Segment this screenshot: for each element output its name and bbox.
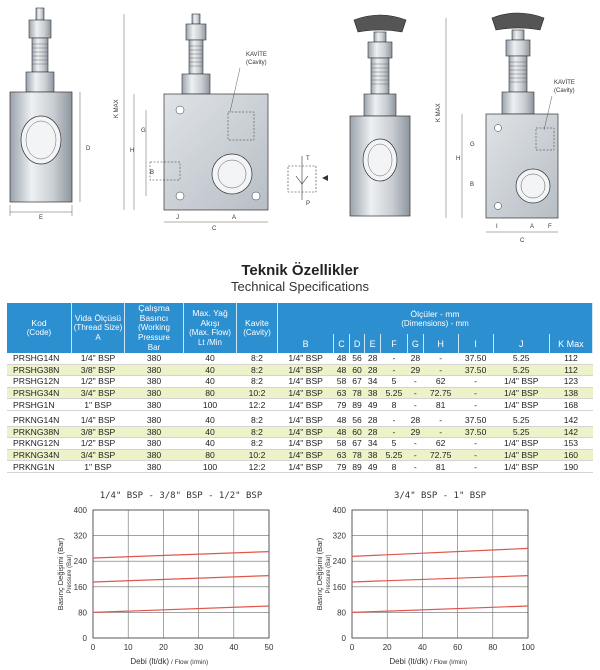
header-dimensions: Ölçüler - mm (Dimensions) - mm bbox=[278, 303, 593, 334]
y-tick-label: 0 bbox=[82, 634, 87, 643]
table-cell: - bbox=[458, 387, 493, 399]
table-cell: PRSHG1N bbox=[7, 399, 72, 411]
series-line bbox=[93, 552, 269, 558]
table-cell: 5.25 bbox=[380, 449, 407, 461]
table-cell: 112 bbox=[549, 364, 592, 376]
table-cell: 28 bbox=[408, 415, 424, 426]
table-row bbox=[7, 415, 593, 426]
dim-f-label: F bbox=[548, 224, 552, 230]
x-tick-label: 40 bbox=[229, 643, 239, 652]
table-cell: PRKNG34N bbox=[7, 449, 72, 461]
table-cell: 40 bbox=[184, 438, 237, 450]
table-cell: 56 bbox=[349, 415, 365, 426]
table-cell: 1/4" BSP bbox=[278, 426, 334, 438]
table-cell: 58 bbox=[334, 438, 350, 450]
table-cell: 48 bbox=[334, 364, 350, 376]
x-tick-label: 30 bbox=[194, 643, 204, 652]
y-tick-label: 160 bbox=[73, 582, 87, 592]
table-cell: 89 bbox=[349, 461, 365, 473]
table-cell: 380 bbox=[125, 438, 184, 450]
port-p-label: P bbox=[306, 201, 311, 207]
table-cell: 37.50 bbox=[458, 426, 493, 438]
table-cell: PRKNG38N bbox=[7, 426, 72, 438]
series-line bbox=[93, 606, 269, 612]
table-cell: 34 bbox=[365, 438, 381, 450]
table-cell: 29 bbox=[408, 426, 424, 438]
table-cell: 40 bbox=[184, 376, 237, 388]
table-cell: 1/4" BSP bbox=[278, 399, 334, 411]
x-axis-label-en: / Flow (l/min) bbox=[171, 659, 209, 666]
y-tick-label: 320 bbox=[73, 531, 87, 541]
dim-c-label: C bbox=[212, 226, 217, 232]
y-tick-label: 400 bbox=[73, 506, 87, 515]
plot-frame bbox=[93, 510, 269, 638]
table-cell: 28 bbox=[365, 364, 381, 376]
table-cell: - bbox=[380, 426, 407, 438]
table-row bbox=[7, 461, 593, 473]
table-cell: 142 bbox=[549, 426, 592, 438]
table-cell: 8 bbox=[380, 461, 407, 473]
section-title bbox=[0, 262, 600, 294]
y-tick-label: 0 bbox=[341, 634, 346, 643]
y-axis-label: Basınç Değişimi (Bar) bbox=[315, 537, 324, 611]
table-cell: 1/4" BSP bbox=[493, 461, 549, 473]
table-cell: 37.50 bbox=[458, 353, 493, 364]
table-cell: - bbox=[458, 438, 493, 450]
dim-k-label-2: K MAX bbox=[436, 103, 442, 122]
header-thread: Vida Ölçüsü (Thread Size) A bbox=[72, 303, 125, 353]
table-cell: PRKNG1N bbox=[7, 461, 72, 473]
table-row bbox=[7, 399, 593, 411]
header-dim: D bbox=[349, 334, 365, 353]
table-cell: 1" BSP bbox=[72, 399, 125, 411]
table-cell: 380 bbox=[125, 353, 184, 364]
table-cell: PRSHG38N bbox=[7, 364, 72, 376]
y-tick-label: 160 bbox=[332, 582, 346, 592]
pressure-flow-charts bbox=[0, 478, 600, 670]
table-cell: 5 bbox=[380, 376, 407, 388]
side-view-drawing-2 bbox=[350, 15, 410, 216]
table-cell: 3/4" BSP bbox=[72, 449, 125, 461]
table-cell: 38 bbox=[365, 387, 381, 399]
header-dim: C bbox=[334, 334, 350, 353]
x-axis-label: Debi (lt/dk) bbox=[130, 657, 169, 666]
table-cell: 29 bbox=[408, 364, 424, 376]
table-cell: 1/4" BSP bbox=[493, 387, 549, 399]
table-cell: 67 bbox=[349, 438, 365, 450]
dim-b-label-2: B bbox=[470, 182, 475, 188]
table-cell: 40 bbox=[184, 415, 237, 426]
table-cell: 48 bbox=[334, 415, 350, 426]
table-cell: 62 bbox=[423, 438, 458, 450]
hydraulic-symbol bbox=[288, 156, 328, 207]
x-axis-label: Debi (lt/dk) bbox=[389, 657, 428, 666]
table-cell: 3/4" BSP bbox=[72, 387, 125, 399]
table-cell: 1/4" BSP bbox=[278, 387, 334, 399]
header-dim: J bbox=[493, 334, 549, 353]
table-cell: 100 bbox=[184, 461, 237, 473]
x-tick-label: 100 bbox=[521, 643, 535, 652]
table-cell: 380 bbox=[125, 461, 184, 473]
table-cell: - bbox=[408, 387, 424, 399]
dim-c-label-2: C bbox=[520, 238, 525, 244]
dim-b-label: B bbox=[150, 170, 155, 176]
chart-title: 1/4" BSP - 3/8" BSP - 1/2" BSP bbox=[99, 491, 263, 501]
dim-h-label: H bbox=[130, 148, 135, 154]
dim-g-label-2: G bbox=[470, 142, 475, 148]
table-cell: 72.75 bbox=[423, 449, 458, 461]
table-cell: 380 bbox=[125, 426, 184, 438]
table-cell: 40 bbox=[184, 364, 237, 376]
table-row bbox=[7, 387, 593, 399]
table-cell: 142 bbox=[549, 415, 592, 426]
table-cell: 8:2 bbox=[237, 364, 278, 376]
table-cell: 380 bbox=[125, 415, 184, 426]
table-cell: - bbox=[458, 461, 493, 473]
table-cell: 1/4" BSP bbox=[72, 353, 125, 364]
table-cell: 8:2 bbox=[237, 426, 278, 438]
cavity-label-2-en: (Cavity) bbox=[554, 88, 575, 94]
header-dim: H bbox=[423, 334, 458, 353]
table-cell: 48 bbox=[334, 426, 350, 438]
y-tick-label: 400 bbox=[332, 506, 346, 515]
y-axis-label-en: Pressure (Bar) bbox=[67, 554, 73, 594]
table-cell: PRSHG34N bbox=[7, 387, 72, 399]
dim-a-label: A bbox=[232, 215, 237, 221]
table-cell: 1/4" BSP bbox=[72, 415, 125, 426]
x-axis-label-en: / Flow (l/min) bbox=[430, 659, 468, 666]
table-cell: 5.25 bbox=[493, 353, 549, 364]
table-cell: 1/2" BSP bbox=[72, 438, 125, 450]
table-cell: 81 bbox=[423, 461, 458, 473]
header-dim: K Max bbox=[549, 334, 592, 353]
dim-i-label: I bbox=[496, 224, 498, 230]
table-row bbox=[7, 426, 593, 438]
table-cell: 168 bbox=[549, 399, 592, 411]
technical-drawings bbox=[0, 0, 600, 255]
side-view-drawing-1 bbox=[10, 8, 91, 221]
header-cavity: Kavite (Cavity) bbox=[237, 303, 278, 353]
table-cell: 12:2 bbox=[237, 461, 278, 473]
x-tick-label: 40 bbox=[417, 643, 427, 652]
table-cell: 8:2 bbox=[237, 438, 278, 450]
table-cell: 34 bbox=[365, 376, 381, 388]
header-dim: B bbox=[278, 334, 334, 353]
table-cell: 1" BSP bbox=[72, 461, 125, 473]
table-row bbox=[7, 353, 593, 364]
table-cell: 3/8" BSP bbox=[72, 364, 125, 376]
table-cell: 60 bbox=[349, 364, 365, 376]
table-cell: 56 bbox=[349, 353, 365, 364]
table-cell: 49 bbox=[365, 461, 381, 473]
table-cell: 28 bbox=[408, 353, 424, 364]
table-cell: - bbox=[408, 438, 424, 450]
y-tick-label: 80 bbox=[337, 608, 346, 618]
table-cell: 3/8" BSP bbox=[72, 426, 125, 438]
table-cell: PRKNG12N bbox=[7, 438, 72, 450]
dim-d-label: D bbox=[86, 146, 91, 152]
table-cell: 10:2 bbox=[237, 449, 278, 461]
header-dim: E bbox=[365, 334, 381, 353]
y-tick-label: 240 bbox=[73, 557, 87, 567]
table-cell: - bbox=[408, 461, 424, 473]
table-row bbox=[7, 376, 593, 388]
dim-h-label-2: H bbox=[456, 156, 461, 162]
header-pressure: Çalışma Basıncı (Working Pressure Bar bbox=[125, 303, 184, 353]
table-cell: 380 bbox=[125, 399, 184, 411]
series-line bbox=[93, 576, 269, 582]
table-cell: 380 bbox=[125, 387, 184, 399]
table-cell: - bbox=[423, 415, 458, 426]
table-cell: 1/4" BSP bbox=[278, 449, 334, 461]
x-tick-label: 80 bbox=[488, 643, 498, 652]
title-turkish: Teknik Özellikler bbox=[241, 262, 359, 279]
table-cell: 38 bbox=[365, 449, 381, 461]
header-code: Kod (Code) bbox=[7, 303, 72, 353]
table-cell: - bbox=[458, 449, 493, 461]
table-cell: 1/4" BSP bbox=[278, 353, 334, 364]
table-cell: 1/4" BSP bbox=[278, 364, 334, 376]
y-axis-label-en: Pressure (Bar) bbox=[326, 554, 332, 594]
table-cell: 5.25 bbox=[380, 387, 407, 399]
table-cell: 12:2 bbox=[237, 399, 278, 411]
table-cell: - bbox=[380, 364, 407, 376]
table-cell: - bbox=[423, 364, 458, 376]
front-view-drawing-1 bbox=[114, 14, 268, 232]
dim-a-label-2: A bbox=[530, 224, 535, 230]
table-cell: 63 bbox=[334, 387, 350, 399]
table-cell: 5.25 bbox=[493, 364, 549, 376]
table-cell: 1/2" BSP bbox=[72, 376, 125, 388]
table-cell: 63 bbox=[334, 449, 350, 461]
table-row bbox=[7, 364, 593, 376]
table-cell: - bbox=[408, 376, 424, 388]
table-cell: PRSHG14N bbox=[7, 353, 72, 364]
cavity-label-1: KAVİTE bbox=[246, 52, 267, 58]
table-cell: PRSHG12N bbox=[7, 376, 72, 388]
table-cell: 81 bbox=[423, 399, 458, 411]
table-cell: 100 bbox=[184, 399, 237, 411]
header-dim: I bbox=[458, 334, 493, 353]
table-cell: 78 bbox=[349, 449, 365, 461]
table-row bbox=[7, 438, 593, 450]
table-cell: 72.75 bbox=[423, 387, 458, 399]
x-tick-label: 10 bbox=[123, 643, 133, 652]
table-cell: 79 bbox=[334, 461, 350, 473]
table-cell: 28 bbox=[365, 353, 381, 364]
y-axis-label: Basınç Değişimi (Bar) bbox=[56, 537, 65, 611]
x-tick-label: 50 bbox=[264, 643, 274, 652]
table-cell: 49 bbox=[365, 399, 381, 411]
table-cell: 8 bbox=[380, 399, 407, 411]
table-cell: 1/4" BSP bbox=[278, 415, 334, 426]
table-cell: 10:2 bbox=[237, 387, 278, 399]
table-cell: - bbox=[458, 399, 493, 411]
table-cell: - bbox=[408, 399, 424, 411]
table-cell: 67 bbox=[349, 376, 365, 388]
table-cell: 1/4" BSP bbox=[493, 449, 549, 461]
x-tick-label: 20 bbox=[158, 643, 168, 652]
table-cell: 153 bbox=[549, 438, 592, 450]
table-cell: 8:2 bbox=[237, 415, 278, 426]
table-cell: - bbox=[423, 426, 458, 438]
table-cell: 380 bbox=[125, 376, 184, 388]
header-flow: Max. Yağ Akışı (Max. Flow) Lt /Min bbox=[184, 303, 237, 353]
y-tick-label: 240 bbox=[332, 557, 346, 567]
series-line bbox=[352, 548, 528, 556]
table-cell: 1/4" BSP bbox=[278, 461, 334, 473]
x-tick-label: 60 bbox=[453, 643, 463, 652]
table-cell: 80 bbox=[184, 449, 237, 461]
front-view-drawing-2 bbox=[436, 13, 575, 244]
table-cell: 380 bbox=[125, 364, 184, 376]
table-cell: 28 bbox=[365, 415, 381, 426]
table-cell: 1/4" BSP bbox=[278, 438, 334, 450]
table-cell: 40 bbox=[184, 426, 237, 438]
x-tick-label: 0 bbox=[90, 643, 96, 652]
table-cell: 190 bbox=[549, 461, 592, 473]
port-t-label: T bbox=[306, 156, 310, 162]
header-dim: F bbox=[380, 334, 407, 353]
y-tick-label: 80 bbox=[78, 608, 87, 618]
table-cell: 380 bbox=[125, 449, 184, 461]
table-row bbox=[7, 449, 593, 461]
header-dim: G bbox=[408, 334, 424, 353]
table-cell: - bbox=[423, 353, 458, 364]
cavity-label-2: KAVİTE bbox=[554, 80, 575, 86]
table-cell: - bbox=[458, 376, 493, 388]
specifications-table bbox=[7, 303, 593, 473]
table-cell: 40 bbox=[184, 353, 237, 364]
table-cell: - bbox=[408, 449, 424, 461]
table-cell: 79 bbox=[334, 399, 350, 411]
table-cell: 37.50 bbox=[458, 364, 493, 376]
table-cell: 5.25 bbox=[493, 426, 549, 438]
table-cell: 8:2 bbox=[237, 353, 278, 364]
table-cell: 1/4" BSP bbox=[493, 438, 549, 450]
table-cell: - bbox=[380, 415, 407, 426]
dim-g-label: G bbox=[141, 128, 146, 134]
cavity-label-1-en: (Cavity) bbox=[246, 60, 267, 66]
table-cell: 78 bbox=[349, 387, 365, 399]
table-cell: 160 bbox=[549, 449, 592, 461]
table-cell: 62 bbox=[423, 376, 458, 388]
dim-e-label: E bbox=[38, 215, 44, 221]
table-cell: 58 bbox=[334, 376, 350, 388]
x-tick-label: 0 bbox=[349, 643, 355, 652]
table-cell: 123 bbox=[549, 376, 592, 388]
title-english: Technical Specifications bbox=[230, 279, 370, 294]
y-tick-label: 320 bbox=[332, 531, 346, 541]
plot-frame bbox=[352, 510, 528, 638]
table-cell: - bbox=[380, 353, 407, 364]
table-cell: 89 bbox=[349, 399, 365, 411]
table-cell: 60 bbox=[349, 426, 365, 438]
series-line bbox=[352, 606, 528, 612]
table-cell: 80 bbox=[184, 387, 237, 399]
table-cell: 1/4" BSP bbox=[493, 399, 549, 411]
x-tick-label: 20 bbox=[382, 643, 392, 652]
table-cell: 1/4" BSP bbox=[493, 376, 549, 388]
dim-j-label: J bbox=[176, 215, 179, 221]
table-cell: 28 bbox=[365, 426, 381, 438]
table-cell: 112 bbox=[549, 353, 592, 364]
table-cell: 8:2 bbox=[237, 376, 278, 388]
table-cell: PRKNG14N bbox=[7, 415, 72, 426]
table-cell: 138 bbox=[549, 387, 592, 399]
table-cell: 37.50 bbox=[458, 415, 493, 426]
table-cell: 5.25 bbox=[493, 415, 549, 426]
chart-title: 3/4" BSP - 1" BSP bbox=[393, 491, 487, 501]
dim-k-label: K MAX bbox=[114, 99, 120, 118]
table-cell: 48 bbox=[334, 353, 350, 364]
table-cell: 1/4" BSP bbox=[278, 376, 334, 388]
specifications-body bbox=[7, 353, 593, 472]
series-line bbox=[352, 576, 528, 582]
table-cell: 5 bbox=[380, 438, 407, 450]
